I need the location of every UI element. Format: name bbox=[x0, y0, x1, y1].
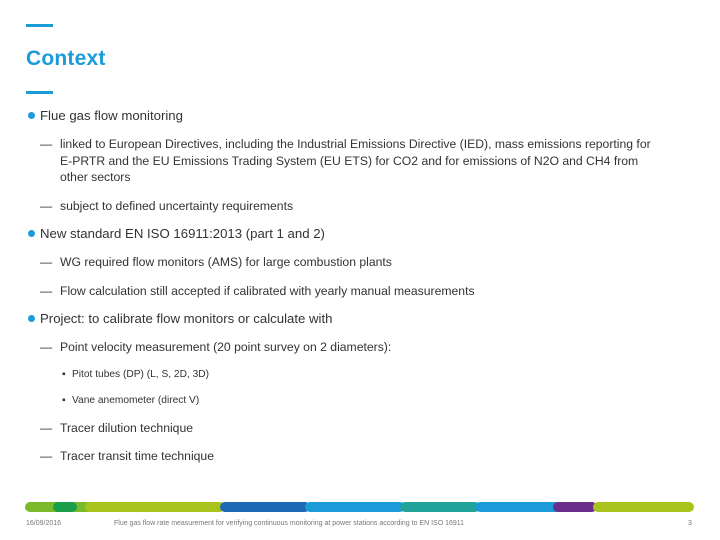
footer-strip-segment bbox=[220, 502, 310, 512]
footer-strip-segment bbox=[475, 502, 565, 512]
dash-icon: — bbox=[40, 420, 53, 435]
sub-bullet-text: Flow calculation still accepted if calibrated with yearly manual measurements bbox=[60, 283, 475, 298]
footer-strip-segment bbox=[305, 502, 405, 512]
sub-bullet-point-velocity bbox=[40, 339, 666, 356]
bullet-dot-icon bbox=[28, 112, 35, 119]
bullet-text: Project: to calibrate flow monitors or calculate with bbox=[40, 311, 333, 326]
bullet-dot-icon bbox=[28, 315, 35, 322]
dash-icon: — bbox=[40, 340, 53, 354]
bullet-dot-icon bbox=[28, 230, 35, 237]
footer-strip-segment bbox=[553, 502, 597, 512]
sub-bullet-tracer-dilution bbox=[40, 420, 666, 437]
sub-sub-bullet-vane bbox=[60, 394, 666, 408]
title-accent-bar-bottom bbox=[26, 91, 53, 94]
footer-strip-segment bbox=[593, 502, 694, 512]
bullet-flue-gas bbox=[26, 107, 666, 124]
small-square-bullet-icon: ▪ bbox=[62, 394, 66, 406]
slide-content bbox=[26, 100, 666, 465]
sub-sub-bullet-text: Pitot tubes (DP) (L, S, 2D, 3D) bbox=[72, 368, 210, 380]
sub-bullet-text: Tracer transit time technique bbox=[60, 449, 214, 463]
sub-bullet-flow-calculation bbox=[40, 283, 666, 300]
sub-bullet-text: Tracer dilution technique bbox=[60, 420, 194, 435]
sub-bullet-text: Point velocity measurement (20 point survey on 2 diameters): bbox=[60, 340, 392, 354]
sub-bullet-directives bbox=[40, 136, 666, 186]
footer-date: 16/09/2016 bbox=[26, 520, 62, 527]
footer-strip-segment bbox=[53, 502, 77, 512]
dash-icon: — bbox=[40, 137, 53, 151]
bullet-text: Flue gas flow monitoring bbox=[40, 108, 183, 123]
dash-icon: — bbox=[40, 198, 53, 213]
sub-bullet-tracer-transit bbox=[40, 448, 666, 465]
bullet-new-standard bbox=[26, 225, 666, 242]
sub-bullet-wg bbox=[40, 254, 666, 271]
sub-bullet-text: WG required flow monitors (AMS) for large combustion plants bbox=[60, 255, 392, 269]
sub-bullet-text: linked to European Directives, including the Industrial Emissions Directive (IED), mass emissions reporting for E-PRTR and the EU Emissions Trading System (EU ETS) for CO2 and for emissions of N2O and CH4 from other sectors bbox=[60, 137, 651, 184]
footer-strip-segment bbox=[400, 502, 480, 512]
sub-sub-bullet-pitot bbox=[60, 368, 666, 382]
sub-bullet-text: subject to defined uncertainty requirements bbox=[60, 198, 294, 213]
sub-sub-bullet-text: Vane anemometer (direct V) bbox=[72, 394, 200, 406]
sub-bullet-uncertainty bbox=[40, 198, 666, 215]
bullet-project bbox=[26, 310, 666, 327]
slide-title: Context bbox=[26, 47, 106, 70]
dash-icon: — bbox=[40, 449, 53, 463]
dash-icon: — bbox=[40, 255, 53, 269]
dash-icon: — bbox=[40, 283, 53, 298]
title-accent-bar-top bbox=[26, 24, 53, 27]
footer-strip-segment bbox=[85, 502, 225, 512]
footer-caption: Flue gas flow rate measurement for verifying continuous monitoring at power stations according to EN ISO 16911 bbox=[114, 520, 465, 527]
small-square-bullet-icon: ▪ bbox=[62, 368, 66, 380]
footer-color-strip bbox=[25, 502, 694, 512]
page-number: 3 bbox=[688, 520, 692, 527]
bullet-text: New standard EN ISO 16911:2013 (part 1 and 2) bbox=[40, 226, 325, 241]
